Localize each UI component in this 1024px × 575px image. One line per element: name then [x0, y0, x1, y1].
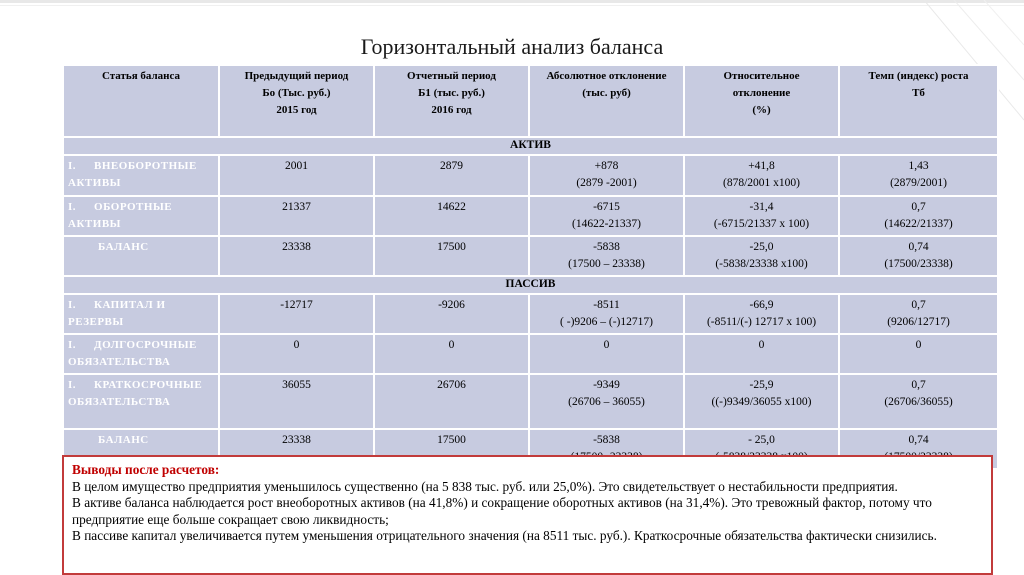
table-row: [63, 196, 998, 236]
row-label: I. КАПИТАЛ И РЕЗЕРВЫ: [63, 294, 219, 334]
row-label: I. ОБОРОТНЫЕ АКТИВЫ: [63, 196, 219, 236]
row-label: I. КРАТКОСРОЧНЫЕ ОБЯЗАТЕЛЬСТВА: [63, 374, 219, 429]
cell-rel: -66,9 (-8511/(-) 12717 х 100): [684, 294, 839, 334]
header-relative-deviation: Относительное отклонение (%): [684, 65, 839, 137]
cell-idx: 0,74 (17500/23338): [839, 236, 998, 276]
cell-rel: +41,8 (878/2001 х100): [684, 155, 839, 196]
section-label: АКТИВ: [63, 137, 998, 155]
cell-rel: -31,4 (-6715/21337 х 100): [684, 196, 839, 236]
cell-abs: -8511 ( -)9206 – (-)12717): [529, 294, 684, 334]
cell-prev: 2001: [219, 155, 374, 196]
cell-abs: -5838 (17500 – 23338): [529, 236, 684, 276]
cell-abs: +878 (2879 -2001): [529, 155, 684, 196]
balance-table: [62, 64, 999, 470]
top-decoration: [0, 0, 1024, 12]
cell-rel: - 25,0: [684, 429, 839, 469]
cell-prev: 23338: [219, 236, 374, 276]
conclusion-paragraph: В активе баланса наблюдается рост внеоборотных активов (на 41,8%) и сокращение оборотных активов (на 31,4%). Это тревожный фактор, потому что предприятие еще больше сокращает свою ликвидность;: [72, 495, 932, 527]
row-label-balance: БАЛАНС: [63, 236, 219, 276]
header-report-period: Отчетный период Б1 (тыс. руб.) 2016 год: [374, 65, 529, 137]
cell-cur: 17500: [374, 429, 529, 469]
cell-cur: 2879: [374, 155, 529, 196]
cell-cur: 26706: [374, 374, 529, 429]
table-row: [63, 294, 998, 334]
section-label: ПАССИВ: [63, 276, 998, 294]
table-row: [63, 374, 998, 429]
cell-prev: 21337: [219, 196, 374, 236]
table-row: [63, 155, 998, 196]
table-header-row: [63, 65, 998, 137]
slide-title: Горизонтальный анализ баланса: [360, 34, 664, 59]
cell-abs: -9349 (26706 – 36055): [529, 374, 684, 429]
cell-idx: 1,43 (2879/2001): [839, 155, 998, 196]
cell-rel: 0: [684, 334, 839, 374]
row-label: I. ВНЕОБОРОТНЫЕ АКТИВЫ: [63, 155, 219, 196]
cell-idx: 0: [839, 334, 998, 374]
cell-rel: -25,9 ((-)9349/36055 х100): [684, 374, 839, 429]
conclusions-box: [62, 455, 993, 575]
header-prev-period: Предыдущий период Бо (Тыс. руб.) 2015 год: [219, 65, 374, 137]
section-row-aktiv: [63, 137, 998, 155]
cell-idx: 0,74: [839, 429, 998, 469]
row-label-balance: БАЛАНС: [63, 429, 219, 469]
cell-idx: 0,7 (26706/36055): [839, 374, 998, 429]
cell-prev: 23338: [219, 429, 374, 469]
section-row-passiv: [63, 276, 998, 294]
cell-cur: 14622: [374, 196, 529, 236]
cell-abs: 0: [529, 334, 684, 374]
cell-cur: 17500: [374, 236, 529, 276]
cell-prev: -12717: [219, 294, 374, 334]
cell-rel: -25,0 (-5838/23338 х100): [684, 236, 839, 276]
cell-abs: -6715 (14622-21337): [529, 196, 684, 236]
conclusions-heading: Выводы после расчетов:: [72, 462, 220, 477]
cell-idx: 0,7 (14622/21337): [839, 196, 998, 236]
cell-cur: 0: [374, 334, 529, 374]
row-label: I. ДОЛГОСРОЧНЫЕ ОБЯЗАТЕЛЬСТВА: [63, 334, 219, 374]
table-row: [63, 236, 998, 276]
conclusion-paragraph: В пассиве капитал увеличивается путем уменьшения отрицательного значения (на 8511 тыс. руб.). Краткосрочные обязательства фактически снизились.: [72, 528, 937, 543]
cell-idx: 0,7 (9206/12717): [839, 294, 998, 334]
cell-abs: -5838: [529, 429, 684, 469]
cell-cur: -9206: [374, 294, 529, 334]
header-article: Статья баланса: [63, 65, 219, 137]
cell-prev: 36055: [219, 374, 374, 429]
header-growth-index: Темп (индекс) роста Тб: [839, 65, 998, 137]
conclusion-paragraph: В целом имущество предприятия уменьшилось существенно (на 5 838 тыс. руб. или 25,0%). Это свидетельствует о нестабильности предприятия.: [72, 478, 898, 494]
table-row: [63, 334, 998, 374]
header-absolute-deviation: Абсолютное отклонение (тыс. руб): [529, 65, 684, 137]
cell-prev: 0: [219, 334, 374, 374]
